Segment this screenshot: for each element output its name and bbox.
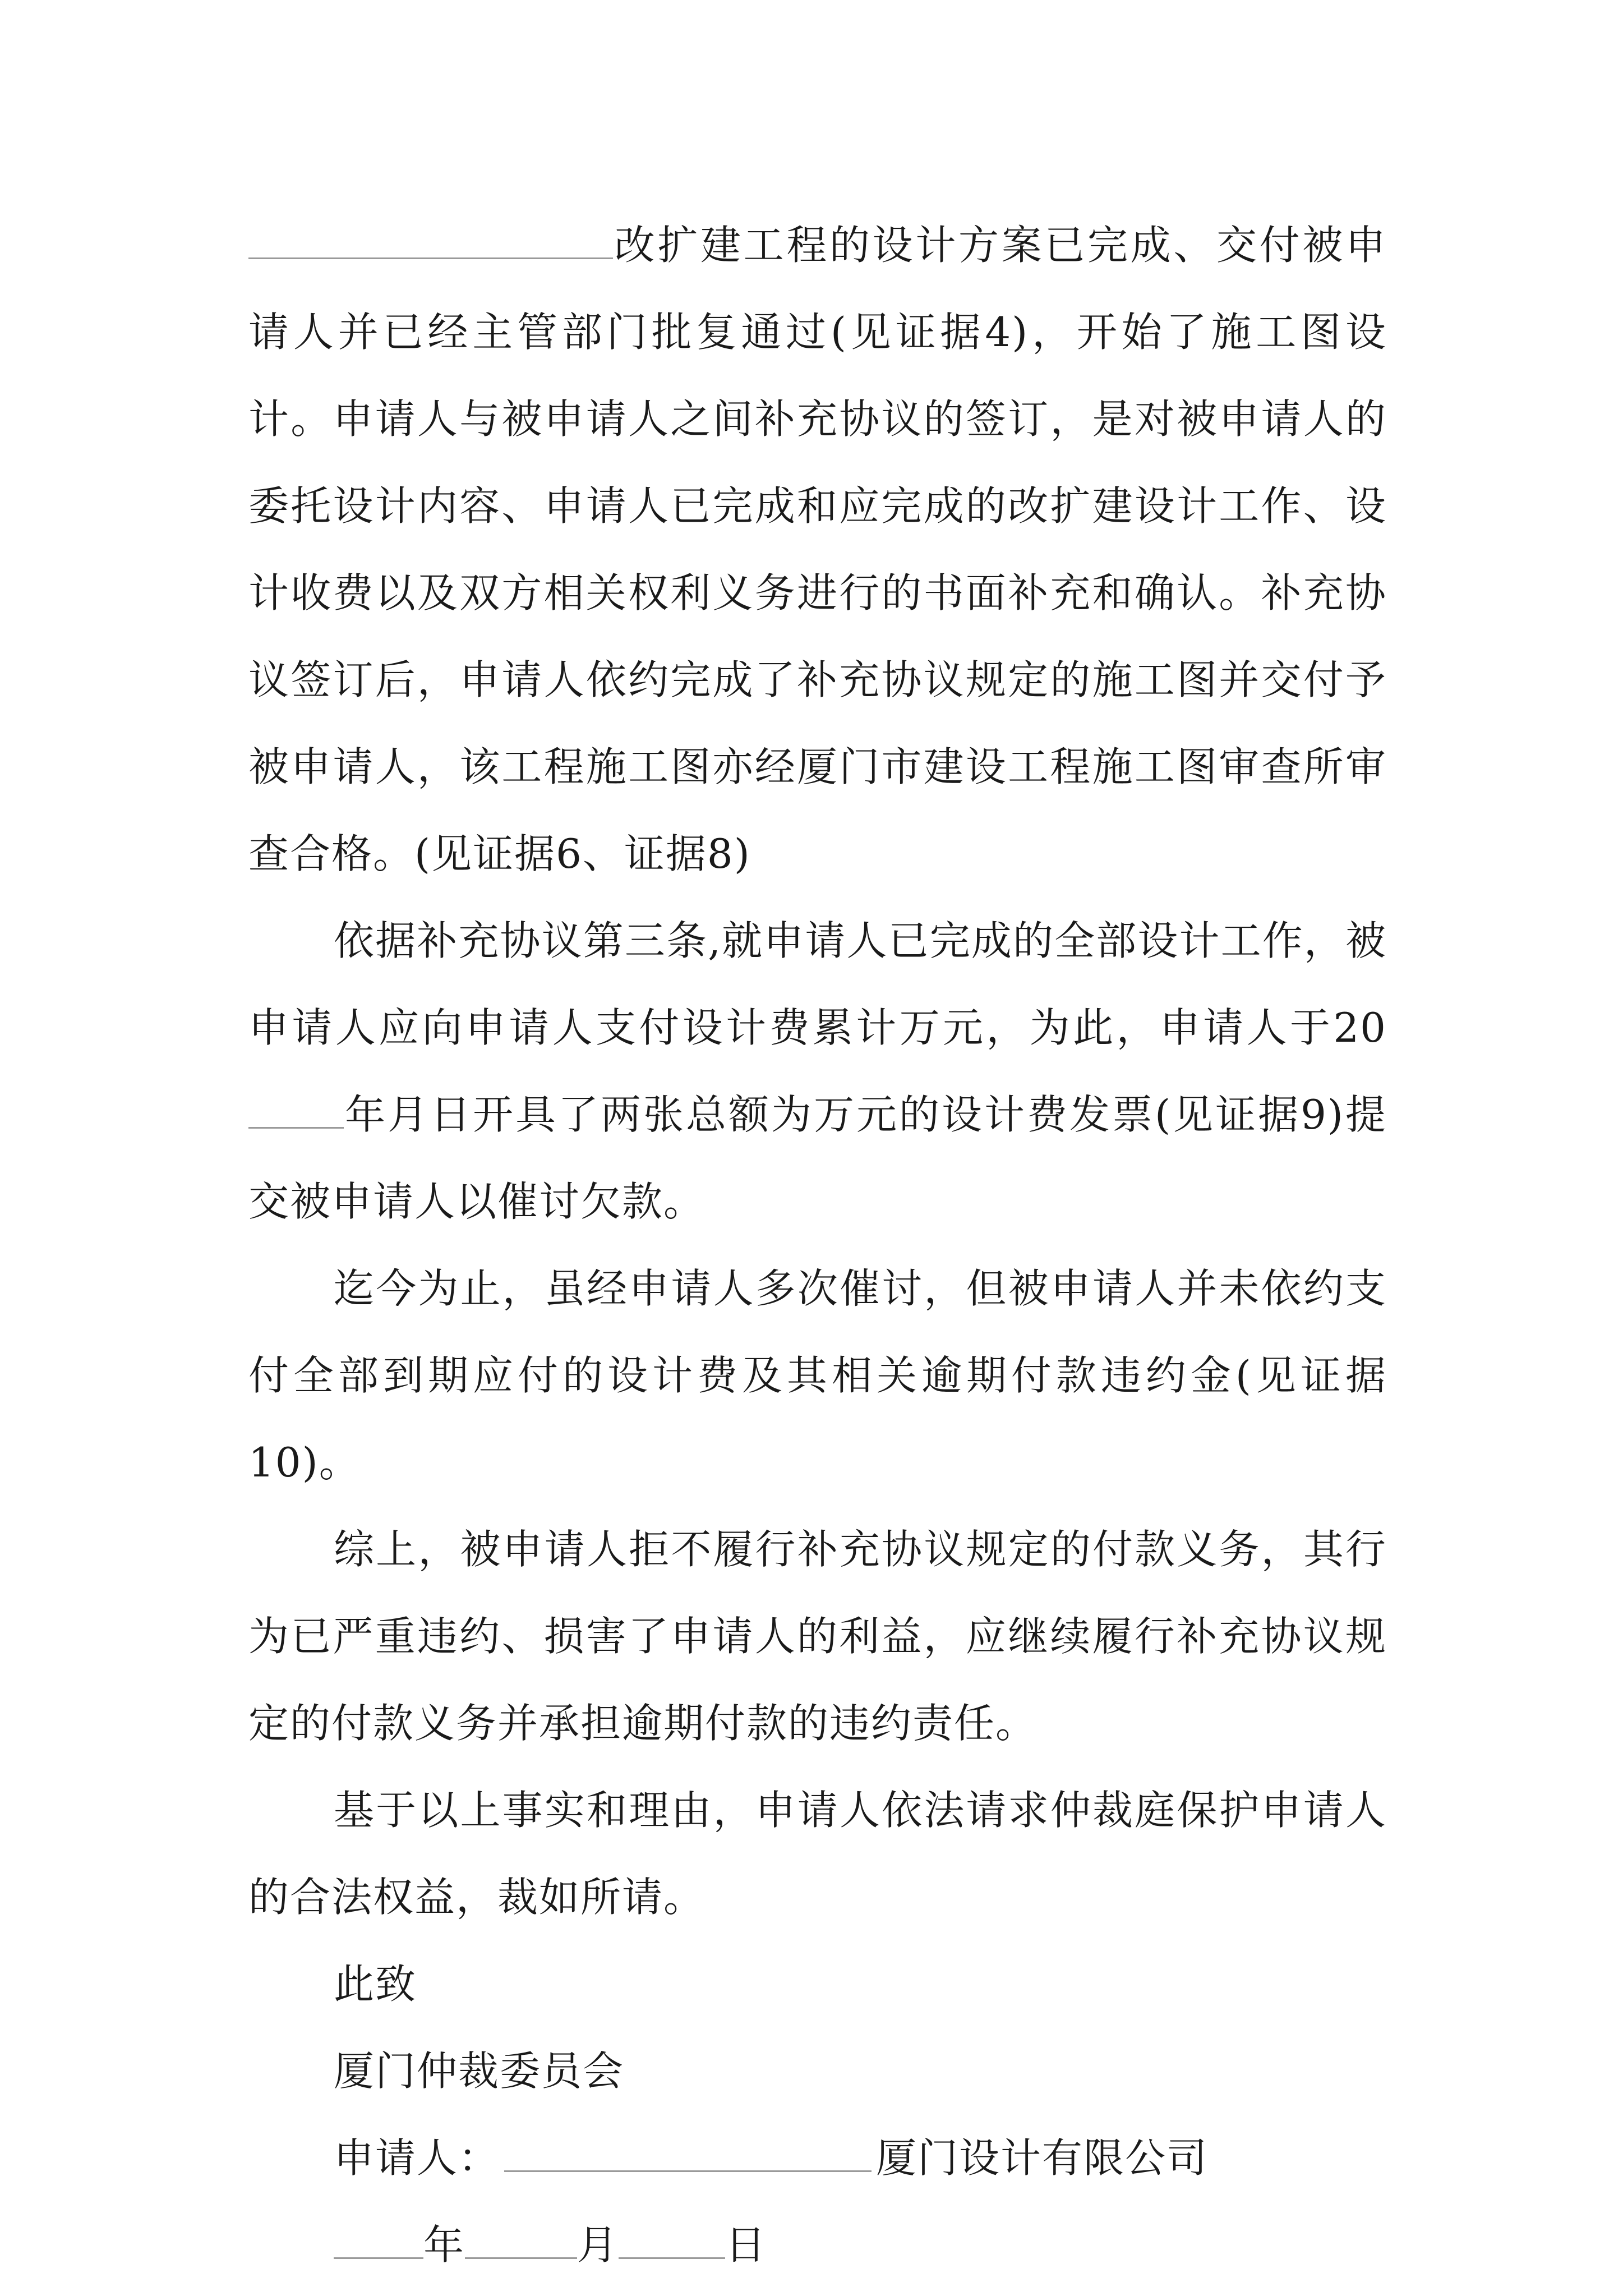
recipient: 厦门仲裁委员会 [334,2047,625,2095]
paragraph-3: 迄今为止，虽经申请人多次催讨，但被申请人并未依约支付全部到期应付的设计费及其相关逾期付款违约金(见证据10)。 [248,1265,1387,1486]
blank-project-name [248,224,613,259]
paragraph-2-text-a: 依据补充协议第三条,就申请人已完成的全部设计工作，被申请人应向申请人支付设计费累计万元，为此，申请人于 [248,917,1387,1051]
salutation: 此致 [334,1961,417,2008]
date-line [248,2202,1387,2289]
paragraph-2 [248,898,1387,1245]
applicant-line [248,2115,1387,2202]
paragraph-1-text: 改扩建工程的设计方案已完成、交付被申请人并已经主管部门批复通过(见证据4)，开始了施工图设计。申请人与被申请人之间补充协议的签订，是对被申请人的委托设计内容、申请人已完成和应完成的改扩建设计工作、设计收费以及双方相关权利义务进行的书面补充和确认。补充协议签订后，申请人依约完成了补充协议规定的施工图并交付予被申请人，该工程施工图亦经厦门市建设工程施工图审查所审查合格。(见证据6、证据8) [248,222,1387,877]
date-day-label: 日 [725,2221,767,2269]
applicant-label: 申请人： [334,2134,500,2182]
paragraph-1 [248,202,1387,898]
blank-date-day [619,2224,725,2259]
paragraph-5: 基于以上事实和理由，申请人依法请求仲裁庭保护申请人的合法权益，裁如所请。 [248,1787,1387,1921]
blank-applicant [504,2137,872,2172]
paragraph-2-text-b: 年月日开具了两张总额为万元的设计费发票(见证据9)提交被申请人以催讨欠款。 [248,1091,1387,1225]
date-month-label: 月 [577,2221,619,2269]
paragraph-4: 综上，被申请人拒不履行补充协议规定的付款义务，其行为已严重违约、损害了申请人的利益，应继续履行补充协议规定的付款义务并承担逾期付款的违约责任。 [248,1526,1387,1747]
paragraph-2-year-prefix: 20 [1333,1004,1387,1051]
blank-year [248,1093,344,1129]
date-year-label: 年 [423,2221,465,2269]
blank-date-year [334,2224,423,2259]
blank-date-month [465,2224,577,2259]
document-page [248,202,1387,2289]
applicant-company: 厦门设计有限公司 [876,2134,1209,2182]
